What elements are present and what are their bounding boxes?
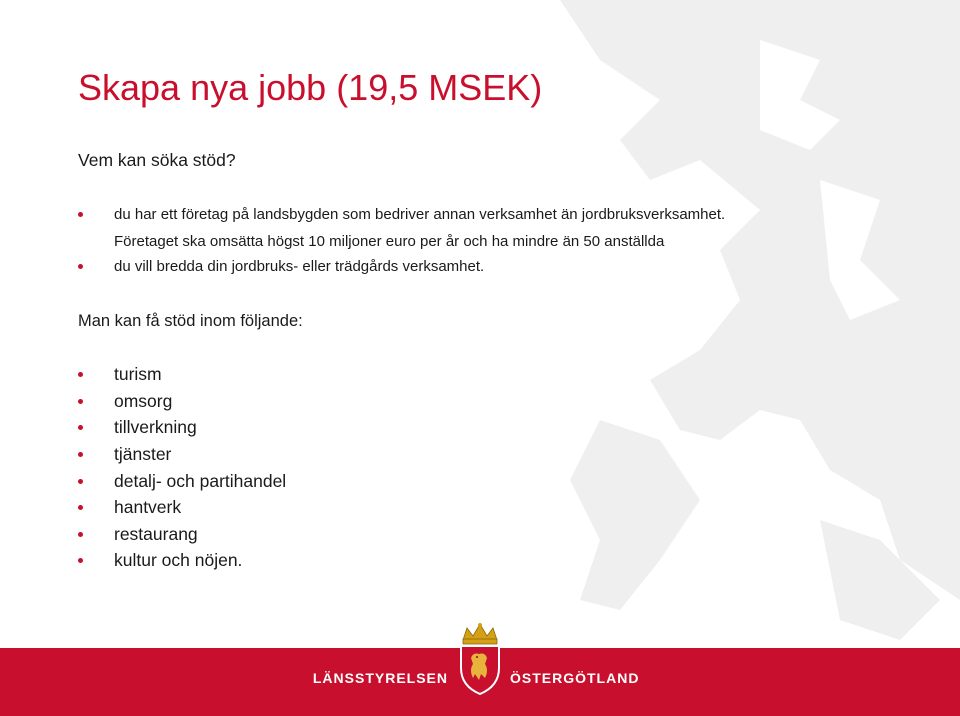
question-text: Vem kan söka stöd? <box>78 150 236 170</box>
bullet-icon <box>78 372 83 377</box>
bullet-icon <box>78 558 83 563</box>
footer-right-text: ÖSTERGÖTLAND <box>510 670 640 686</box>
bullet-icon <box>78 505 83 510</box>
bullet-icon <box>78 452 83 457</box>
areas-intro: Man kan få stöd inom följande: <box>78 312 303 330</box>
bullet-icon <box>78 399 83 404</box>
footer-left-text: LÄNSSTYRELSEN <box>312 670 448 686</box>
bullet-icon <box>78 425 83 430</box>
eligibility-note: Företaget ska omsätta högst 10 miljoner euro per år och ha mindre än 50 anställda <box>114 233 665 250</box>
bullet-icon <box>78 212 83 217</box>
bullet-icon <box>78 479 83 484</box>
page-title: Skapa nya jobb (19,5 MSEK) <box>78 67 543 108</box>
slide: Skapa nya jobb (19,5 MSEK) Vem kan söka stöd? du har ett företag på landsbygden som bedriver annan verksamhet än jordbruksverksamhet. Företaget ska omsätta högst 10 miljoner euro per år och ha mindre än 50 anställda du vill bredda din jordbruks- eller trädgårds verksamhet. Man kan få stöd inom följande: turism omsorg tillverkning tjänster detalj- och partihandel hantverk restaurang kultur och nöjen. LÄNSSTYRELSEN ÖSTERGÖTLAND <box>0 0 960 716</box>
coat-of-arms-icon <box>455 622 505 696</box>
bullet-icon <box>78 264 83 269</box>
bullet-icon <box>78 532 83 537</box>
